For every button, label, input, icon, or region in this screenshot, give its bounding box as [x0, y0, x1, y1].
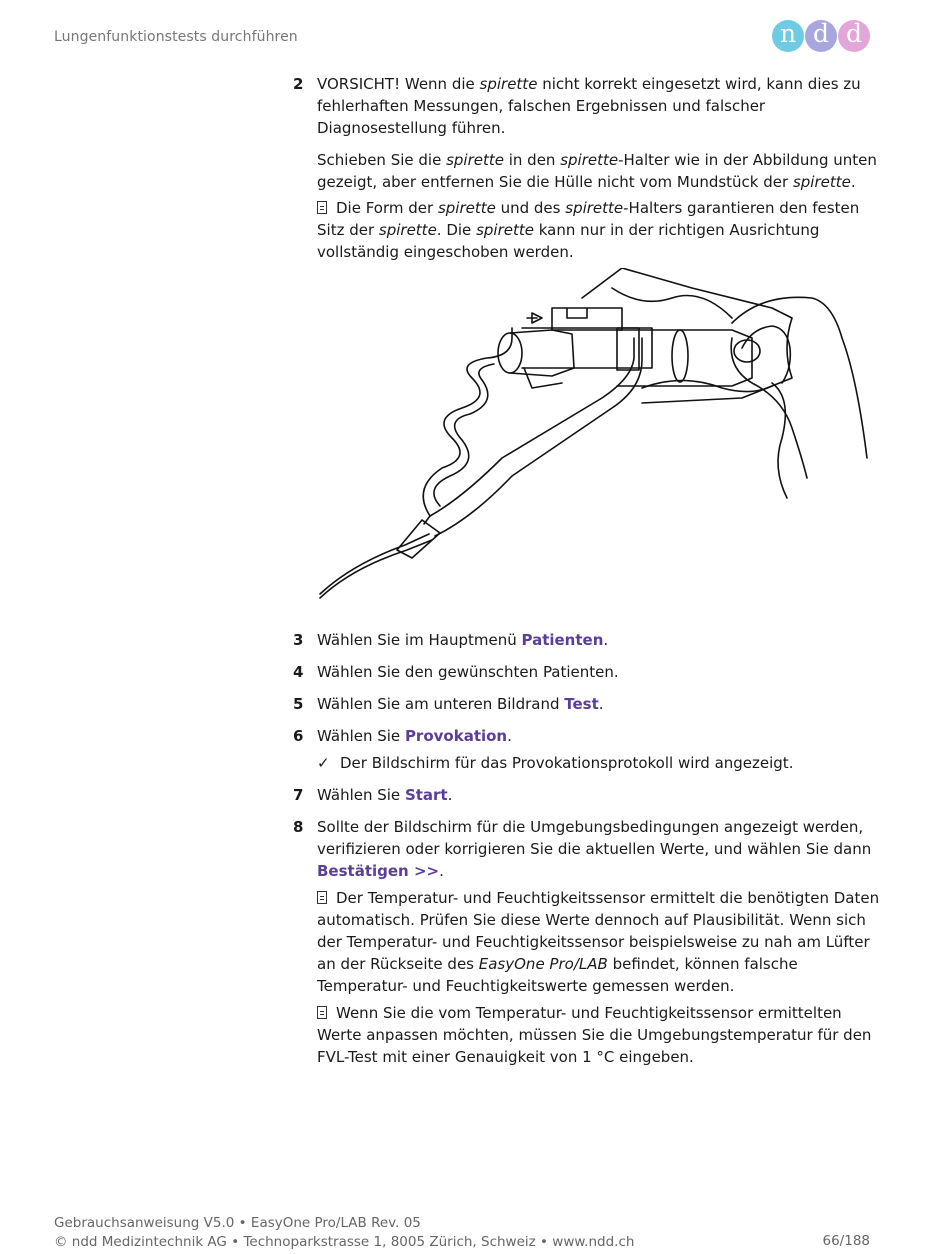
page-number: 66/188 — [822, 1233, 870, 1249]
step-7: 7 Wählen Sie Start. — [293, 786, 453, 804]
logo-letter-n: n — [772, 20, 804, 52]
note-icon — [317, 891, 327, 904]
note-temperature-input: Wenn Sie die vom Temperatur- und Feuchtigkeitssensor ermittelten Werte anpassen möchten, müssen Sie die Umgebungstemperatur für den FVL-Test mit einer Genauigkeit von 1 °C eingeben. — [317, 1004, 872, 1066]
footer-document: Gebrauchsanweisung V5.0 • EasyOne Pro/LAB Rev. 05 — [54, 1215, 421, 1231]
spirette-holder-illustration — [312, 268, 872, 608]
footer-company: © ndd Medizintechnik AG • Technoparkstrasse 1, 8005 Zürich, Schweiz • www.ndd.ch — [54, 1234, 635, 1250]
step-8: 8 Sollte der Bildschirm für die Umgebungsbedingungen angezeigt werden, verifizieren oder korrigieren Sie die aktuellen Werte, und wählen Sie dann Bestätigen >>. — [293, 818, 872, 880]
menu-link-start[interactable]: Start — [404, 786, 448, 804]
warning-text: VORSICHT! Wenn die spirette nicht korrekt eingesetzt wird, kann dies zu fehlerhaften Messungen, falschen Ergebnissen und falscher Diagnosestellung führen. — [317, 75, 861, 137]
step-number: 6 — [293, 727, 304, 745]
instruction-text: Schieben Sie die spirette in den spirette-Halter wie in der Abbildung unten gezeigt, aber entfernen Sie die Hülle nicht vom Mundstück der spirette. — [317, 151, 877, 191]
logo-letter-d2: d — [838, 20, 870, 52]
step-number: 3 — [293, 631, 304, 649]
step-4: 4 Wählen Sie den gewünschten Patienten. — [293, 663, 619, 681]
step-number: 2 — [293, 75, 304, 93]
note-sensor-plausibility: Der Temperatur- und Feuchtigkeitssensor ermittelt die benötigten Daten automatisch. Prüfen Sie diese Werte dennoch auf Plausibilität. Wenn sich der Temperatur- und Feuchtigkeitssensor beispielsweise zu nah am Lüfter an der Rückseite des EasyOne Pro/LAB befindet, können falsche Temperatur- und Feuchtigkeitswerte gemessen werden. — [317, 889, 880, 995]
menu-link-test[interactable]: Test — [564, 695, 599, 713]
note-icon — [317, 1006, 327, 1019]
menu-link-patienten[interactable]: Patienten — [521, 631, 604, 649]
menu-link-provokation[interactable]: Provokation — [404, 727, 508, 745]
step-number: 5 — [293, 695, 304, 713]
step-3: 3 Wählen Sie im Hauptmenü Patienten. — [293, 631, 609, 649]
running-header: Lungenfunktionstests durchführen — [54, 29, 298, 45]
step-2 — [290, 73, 880, 193]
step-number: 7 — [293, 786, 304, 804]
ndd-logo — [772, 20, 872, 52]
checkmark-icon: ✓ — [317, 754, 330, 772]
logo-letter-d1: d — [805, 20, 837, 52]
note-spirette-fit: Die Form der spirette und des spirette-Halters garantieren den festen Sitz der spirette. Die spirette kann nur in der richtigen Ausrichtung vollständig eingeschoben werden. — [317, 199, 860, 261]
step-5: 5 Wählen Sie am unteren Bildrand Test. — [293, 695, 604, 713]
step-6: 6 Wählen Sie Provokation. — [293, 727, 512, 745]
menu-link-bestaetigen[interactable]: Bestätigen >> — [317, 862, 440, 880]
note-icon — [317, 201, 327, 214]
step-number: 8 — [293, 818, 304, 836]
footer-info — [54, 1214, 634, 1252]
step-number: 4 — [293, 663, 304, 681]
step-6-result: ✓ Der Bildschirm für das Provokationsprotokoll wird angezeigt. — [317, 754, 794, 772]
